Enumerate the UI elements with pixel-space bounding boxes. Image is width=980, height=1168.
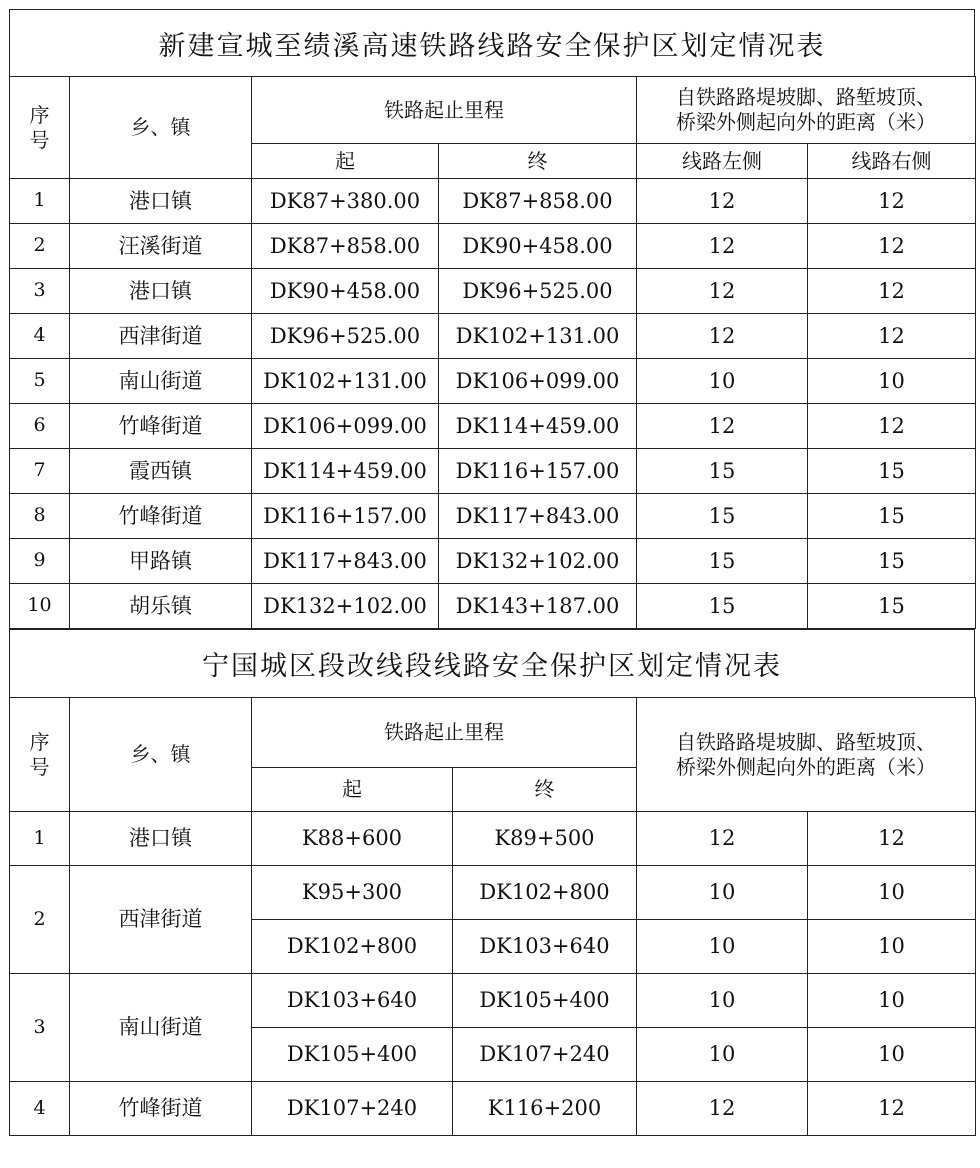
row-number-cell: 7 (10, 449, 70, 494)
left-distance-cell: 12 (637, 269, 808, 314)
row-number-cell: 2 (10, 224, 70, 269)
left-distance-cell: 10 (637, 974, 808, 1028)
header-mileage: 铁路起止里程 (252, 698, 637, 768)
header-distance-line2: 桥梁外侧起向外的距离（米） (676, 754, 936, 779)
end-mileage-cell: K116+200 (453, 1082, 637, 1136)
table1-header-row (10, 77, 976, 144)
town-cell: 竹峰街道 (70, 1082, 252, 1136)
start-mileage-cell: DK105+400 (252, 1028, 453, 1082)
right-distance-cell: 10 (808, 866, 976, 920)
table-row (10, 539, 976, 584)
end-mileage-cell: DK102+800 (453, 866, 637, 920)
header-seq (10, 77, 70, 179)
row-number-cell: 10 (10, 584, 70, 629)
left-distance-cell: 10 (637, 920, 808, 974)
left-distance-cell: 10 (637, 359, 808, 404)
town-cell: 竹峰街道 (70, 494, 252, 539)
table-row (10, 449, 976, 494)
header-distance (637, 698, 976, 812)
right-distance-cell: 15 (808, 449, 976, 494)
start-mileage-cell: DK102+131.00 (252, 359, 439, 404)
end-mileage-cell: DK132+102.00 (439, 539, 637, 584)
row-number-cell: 6 (10, 404, 70, 449)
row-number-cell: 4 (10, 1082, 70, 1136)
table2 (9, 697, 976, 1136)
end-mileage-cell: DK103+640 (453, 920, 637, 974)
left-distance-cell: 12 (637, 179, 808, 224)
header-end: 终 (439, 144, 637, 179)
row-number-cell: 4 (10, 314, 70, 359)
header-seq-line1: 序 (29, 729, 50, 754)
left-distance-cell: 10 (637, 1028, 808, 1082)
left-distance-cell: 15 (637, 584, 808, 629)
end-mileage-cell: DK105+400 (453, 974, 637, 1028)
left-distance-cell: 12 (637, 404, 808, 449)
header-left: 线路左侧 (637, 144, 808, 179)
right-distance-cell: 12 (808, 1082, 976, 1136)
table-row (10, 1082, 976, 1136)
start-mileage-cell: DK117+843.00 (252, 539, 439, 584)
town-cell: 竹峰街道 (70, 404, 252, 449)
table-row (10, 359, 976, 404)
header-distance-line1: 自铁路路堤坡脚、路堑坡顶、 (676, 85, 936, 109)
table-row (10, 179, 976, 224)
end-mileage-cell: DK114+459.00 (439, 404, 637, 449)
right-distance-cell: 12 (808, 179, 976, 224)
header-end: 终 (453, 768, 637, 812)
left-distance-cell: 15 (637, 449, 808, 494)
table-row (10, 812, 976, 866)
right-distance-cell: 12 (808, 269, 976, 314)
header-start: 起 (252, 144, 439, 179)
start-mileage-cell: DK114+459.00 (252, 449, 439, 494)
right-distance-cell: 10 (808, 359, 976, 404)
table2-title: 宁国城区段改线段线路安全保护区划定情况表 (9, 629, 975, 697)
start-mileage-cell: DK87+380.00 (252, 179, 439, 224)
start-mileage-cell: K88+600 (252, 812, 453, 866)
header-distance (637, 77, 976, 144)
right-distance-cell: 10 (808, 1028, 976, 1082)
town-cell: 港口镇 (70, 812, 252, 866)
left-distance-cell: 15 (637, 494, 808, 539)
right-distance-cell: 12 (808, 812, 976, 866)
header-town: 乡、镇 (70, 698, 252, 812)
header-seq-line1: 序 (29, 102, 50, 127)
row-number-cell: 9 (10, 539, 70, 584)
row-number-cell: 5 (10, 359, 70, 404)
row-number-cell: 3 (10, 974, 70, 1082)
right-distance-cell: 15 (808, 494, 976, 539)
end-mileage-cell: DK102+131.00 (439, 314, 637, 359)
end-mileage-cell: DK96+525.00 (439, 269, 637, 314)
left-distance-cell: 12 (637, 1082, 808, 1136)
start-mileage-cell: K95+300 (252, 866, 453, 920)
end-mileage-cell: DK106+099.00 (439, 359, 637, 404)
table1-title: 新建宣城至绩溪高速铁路线路安全保护区划定情况表 (9, 9, 975, 76)
end-mileage-cell: DK87+858.00 (439, 179, 637, 224)
table-row (10, 866, 976, 920)
town-cell: 港口镇 (70, 269, 252, 314)
table-row (10, 224, 976, 269)
end-mileage-cell: DK107+240 (453, 1028, 637, 1082)
end-mileage-cell: K89+500 (453, 812, 637, 866)
table-row (10, 404, 976, 449)
left-distance-cell: 12 (637, 224, 808, 269)
right-distance-cell: 12 (808, 314, 976, 359)
header-town: 乡、镇 (70, 77, 252, 179)
town-cell: 南山街道 (70, 974, 252, 1082)
town-cell: 南山街道 (70, 359, 252, 404)
header-right: 线路右侧 (808, 144, 976, 179)
header-seq-line2: 号 (29, 754, 50, 779)
end-mileage-cell: DK143+187.00 (439, 584, 637, 629)
town-cell: 霞西镇 (70, 449, 252, 494)
right-distance-cell: 10 (808, 920, 976, 974)
start-mileage-cell: DK106+099.00 (252, 404, 439, 449)
table1 (9, 76, 976, 629)
left-distance-cell: 15 (637, 539, 808, 584)
row-number-cell: 2 (10, 866, 70, 974)
row-number-cell: 3 (10, 269, 70, 314)
table-row (10, 584, 976, 629)
town-cell: 西津街道 (70, 314, 252, 359)
start-mileage-cell: DK103+640 (252, 974, 453, 1028)
row-number-cell: 1 (10, 179, 70, 224)
right-distance-cell: 15 (808, 584, 976, 629)
left-distance-cell: 12 (637, 314, 808, 359)
end-mileage-cell: DK117+843.00 (439, 494, 637, 539)
town-cell: 西津街道 (70, 866, 252, 974)
header-distance-line2: 桥梁外侧起向外的距离（米） (676, 110, 936, 134)
end-mileage-cell: DK116+157.00 (439, 449, 637, 494)
table-row (10, 494, 976, 539)
table2-header-row (10, 698, 976, 768)
town-cell: 甲路镇 (70, 539, 252, 584)
left-distance-cell: 12 (637, 812, 808, 866)
header-seq (10, 698, 70, 812)
start-mileage-cell: DK90+458.00 (252, 269, 439, 314)
start-mileage-cell: DK132+102.00 (252, 584, 439, 629)
row-number-cell: 8 (10, 494, 70, 539)
town-cell: 胡乐镇 (70, 584, 252, 629)
row-number-cell: 1 (10, 812, 70, 866)
start-mileage-cell: DK116+157.00 (252, 494, 439, 539)
town-cell: 港口镇 (70, 179, 252, 224)
left-distance-cell: 10 (637, 866, 808, 920)
table-row (10, 974, 976, 1028)
header-mileage: 铁路起止里程 (252, 77, 637, 144)
right-distance-cell: 10 (808, 974, 976, 1028)
header-start: 起 (252, 768, 453, 812)
end-mileage-cell: DK90+458.00 (439, 224, 637, 269)
start-mileage-cell: DK102+800 (252, 920, 453, 974)
start-mileage-cell: DK107+240 (252, 1082, 453, 1136)
document-sheet (9, 9, 975, 1136)
header-seq-line2: 号 (29, 127, 50, 152)
right-distance-cell: 15 (808, 539, 976, 584)
right-distance-cell: 12 (808, 404, 976, 449)
town-cell: 汪溪街道 (70, 224, 252, 269)
start-mileage-cell: DK96+525.00 (252, 314, 439, 359)
start-mileage-cell: DK87+858.00 (252, 224, 439, 269)
table-row (10, 314, 976, 359)
right-distance-cell: 12 (808, 224, 976, 269)
header-distance-line1: 自铁路路堤坡脚、路堑坡顶、 (676, 729, 936, 754)
table-row (10, 269, 976, 314)
